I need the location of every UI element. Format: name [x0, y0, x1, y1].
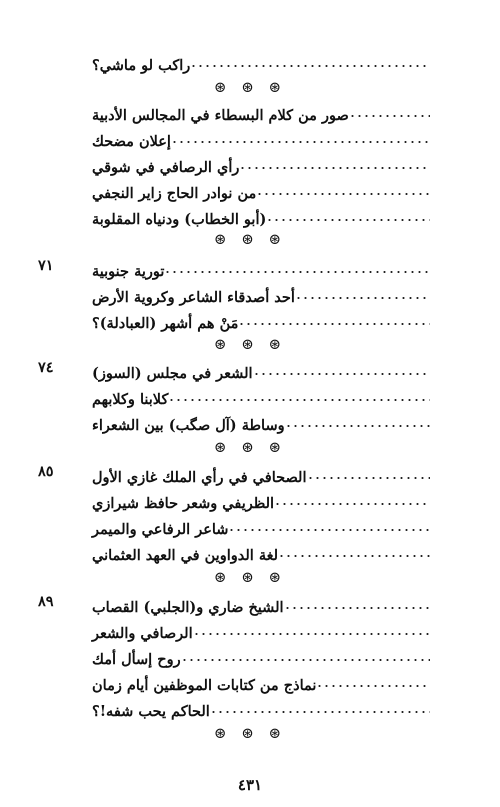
- toc-entry: [86, 488, 430, 514]
- dot-leader: [168, 394, 430, 406]
- toc-entry: [86, 462, 430, 488]
- dot-leader: [239, 162, 430, 174]
- dot-leader: [316, 680, 430, 692]
- section-divider: ⊛ ⊛ ⊛: [213, 724, 287, 742]
- toc-entry: [86, 126, 430, 152]
- toc-entry: [86, 256, 430, 282]
- entry-title: رأي الرصافي في شوقي: [92, 159, 240, 176]
- dot-leader: [171, 136, 430, 148]
- section-divider: ⊛ ⊛ ⊛: [213, 438, 287, 456]
- dot-leader: [295, 292, 430, 304]
- toc-entry: [86, 644, 430, 670]
- entry-title: تورية جنوبية: [92, 263, 165, 280]
- toc-entry: [86, 152, 430, 178]
- entry-title: شاعر الرفاعي والميمر: [92, 521, 229, 538]
- entry-title: الظريفي وشعر حافظ شيرازي: [92, 495, 275, 512]
- page-ref: ٨٥: [38, 463, 54, 480]
- toc-entry: [86, 592, 430, 618]
- dot-leader: [274, 498, 430, 510]
- toc-entry: [86, 384, 430, 410]
- entry-title: راكب لو ماشي؟: [92, 57, 191, 74]
- page-ref: ٧١: [38, 257, 54, 274]
- dot-leader: [164, 266, 430, 278]
- toc-entry: [86, 204, 430, 230]
- dot-leader: [285, 420, 430, 432]
- dot-leader: [266, 214, 430, 226]
- toc-entry: [86, 696, 430, 722]
- dot-leader: [238, 318, 430, 330]
- entry-title: الرصافي والشعر: [92, 625, 193, 642]
- page-ref: ٨٩: [38, 593, 54, 610]
- page-number: ٤٣١: [237, 776, 263, 794]
- toc-entry: [86, 670, 430, 696]
- dot-leader: [278, 550, 430, 562]
- toc-entry: [86, 50, 430, 76]
- entry-title: لغة الدواوين في العهد العثماني: [92, 547, 279, 564]
- dot-leader: [193, 628, 430, 640]
- dot-leader: [256, 188, 430, 200]
- entry-title: نماذج من كتابات الموظفين أيام زمان: [92, 677, 317, 694]
- dot-leader: [307, 472, 431, 484]
- entry-title: إعلان مضحك: [92, 133, 171, 150]
- entry-title: وساطة (آل صگب) بين الشعراء: [92, 417, 285, 434]
- entry-title: الشيخ ضاري و(الجلبي) القصاب: [92, 599, 284, 616]
- dot-leader: [284, 602, 430, 614]
- entry-title: (أبو الخطاب) ودنياه المقلوبة: [92, 211, 267, 228]
- toc-entry: [86, 514, 430, 540]
- entry-title: الحاكم يحب شفه!؟: [92, 703, 210, 720]
- entry-title: كلابنا وكلابهم: [92, 391, 169, 408]
- dot-leader: [228, 524, 430, 536]
- entry-title: الصحافي في رأي الملك غازي الأول: [92, 469, 307, 486]
- toc-entry: [86, 618, 430, 644]
- toc-entry: [86, 282, 430, 308]
- toc-entry: [86, 358, 430, 384]
- section-divider: ⊛ ⊛ ⊛: [213, 568, 287, 586]
- entry-title: روح إسأل أمك: [92, 651, 181, 668]
- dot-leader: [253, 368, 430, 380]
- dot-leader: [190, 60, 430, 72]
- page-ref: ٧٤: [38, 359, 54, 376]
- entry-title: صور من كلام البسطاء في المجالس الأدبية: [92, 107, 349, 124]
- toc-entry: [86, 178, 430, 204]
- section-divider: ⊛ ⊛ ⊛: [213, 230, 287, 248]
- entry-title: الشعر في مجلس (السوز): [92, 365, 253, 382]
- toc-entry: [86, 100, 430, 126]
- toc-entry: [86, 410, 430, 436]
- entry-title: مَنْ هم أشهر (العبادلة)؟: [92, 315, 239, 332]
- entry-title: أحد أصدقاء الشاعر وكروية الأرض: [92, 289, 295, 306]
- section-divider: ⊛ ⊛ ⊛: [213, 78, 287, 96]
- dot-leader: [210, 706, 430, 718]
- section-divider: ⊛ ⊛ ⊛: [213, 335, 287, 353]
- entry-title: من نوادر الحاج زاير النجفي: [92, 185, 257, 202]
- dot-leader: [181, 654, 430, 666]
- dot-leader: [349, 110, 430, 122]
- toc-entry: [86, 308, 430, 334]
- toc-entry: [86, 540, 430, 566]
